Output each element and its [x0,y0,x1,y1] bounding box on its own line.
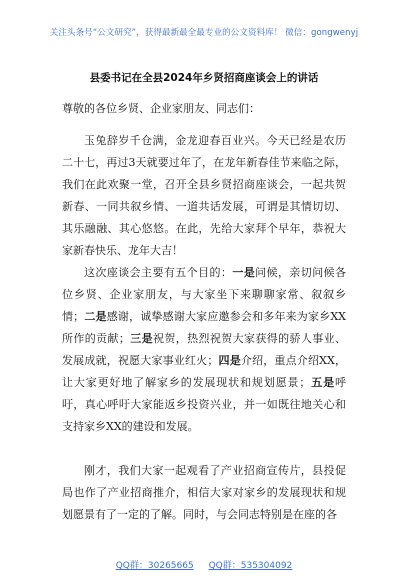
paragraph-greeting: 玉兔辞岁千仓满，金龙迎春百业兴。今天已经是农历二十七，再过3天就要过年了，在龙年新春佳节来临之际，我们在此欢聚一堂，召开全县乡贤招商座谈会，一起共贺新春、一同共叙乡情、一道共话发展，可谓是其情切切、其乐融融、其心悠悠。在此，先给大家拜个早年，恭祝大家新春快乐、龙年大吉！ [62,134,346,257]
purpose-keyword-2: 二是 [84,310,107,323]
qq-group-link-1[interactable]: QQ群：30265665 [115,561,194,571]
purpose-text-5: 呼吁，真心呼吁大家能返乡投资兴业，并一如既往地关心和支持家乡XX的建设和发展。 [62,376,346,433]
paragraph-promo-video: 刚才，我们大家一起观看了产业招商宣传片，县投促局也作了产业招商推介，相信大家对家乡的发展现状和规划愿景有了一定的了解。同时，与会同志特别是在座的各 [62,464,346,521]
salutation: 尊敬的各位乡贤、企业家朋友、同志们： [62,102,260,115]
document-title: 县委书记在全县2024年乡贤招商座谈会上的讲话 [89,72,319,84]
purpose-keyword-4: 四是 [218,354,241,367]
purposes-intro: 这次座谈会主要有五个目的： [84,266,233,279]
purpose-text-1: 问候，亲切问候各位乡贤、企业家朋友，与大家坐下来聊聊家常、叙叙乡情； [62,266,347,323]
paragraph-five-purposes [62,262,346,438]
purpose-keyword-5: 五是 [310,376,335,389]
purpose-text-2: 感谢，诚挚感谢大家应邀参会和多年来为家乡XX所作的贡献； [62,310,347,345]
qq-group-link-2[interactable]: QQ群：535304092 [208,561,293,571]
page-footer [0,558,408,571]
purpose-text-4: 介绍，重点介绍XX，让大家更好地了解家乡的发展现状和规划愿景； [62,354,346,389]
purpose-text-3: 祝贺，热烈祝贺大家获得的骄人事业、发展成就，祝愿大家事业红火； [62,332,346,367]
page-header-banner: 关注头条号“公文研究”，获得最新最全最专业的公文资料库！ 微信：gongwenyj [49,28,359,38]
purpose-keyword-1: 一是 [232,266,256,279]
purpose-keyword-3: 三是 [129,332,153,345]
